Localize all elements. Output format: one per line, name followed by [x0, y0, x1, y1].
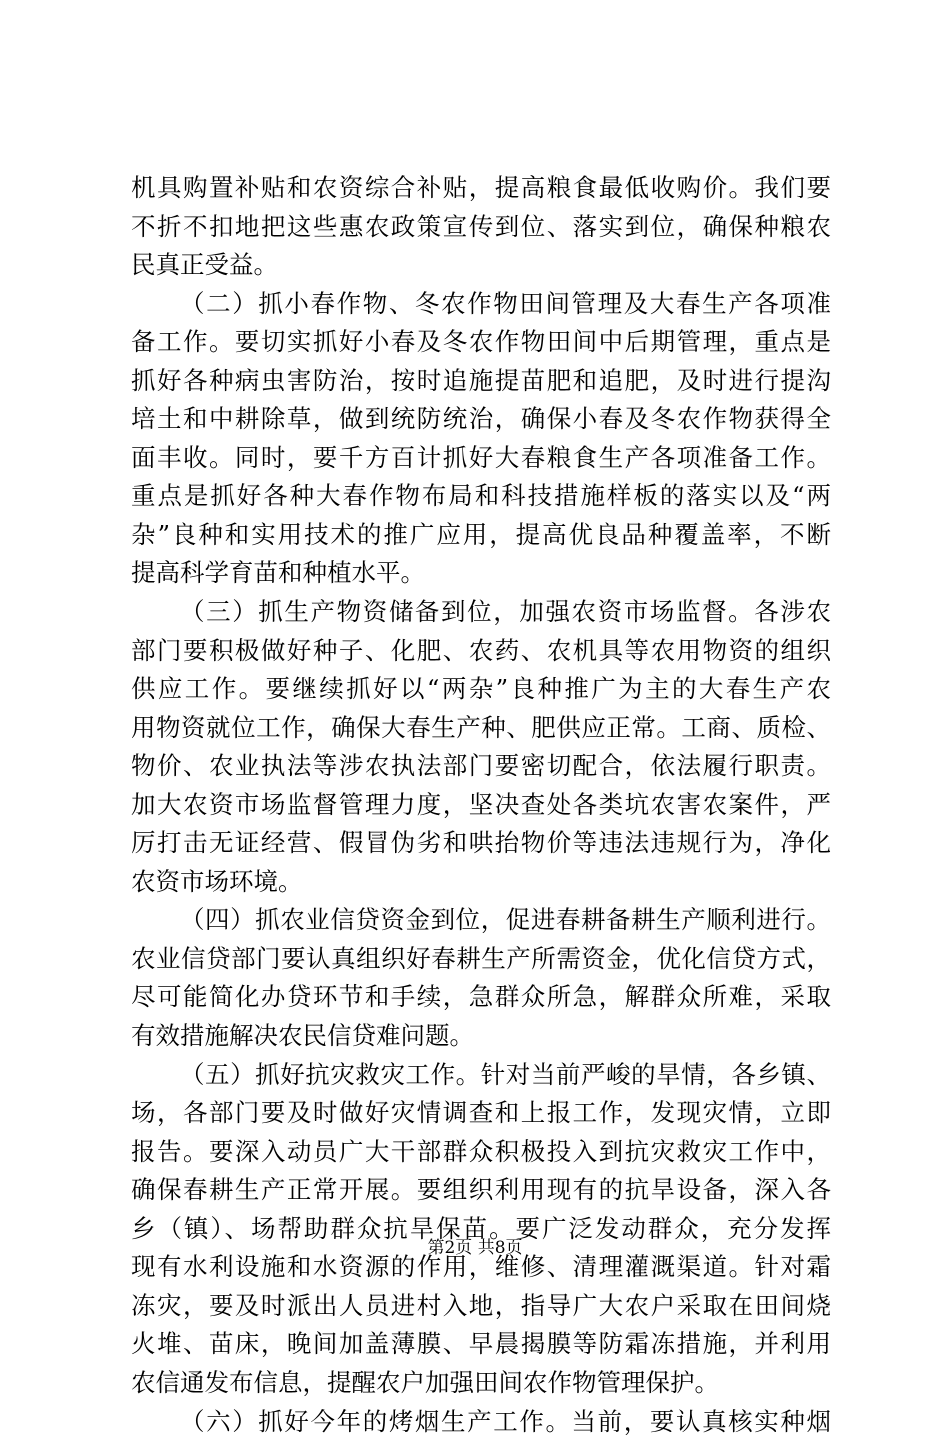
text-line: 加大农资市场监督管理力度，坚决查处各类坑农害农案件，严	[131, 786, 831, 825]
text-line: 火堆、苗床，晚间加盖薄膜、早晨揭膜等防霜冻措施，并利用	[131, 1325, 831, 1364]
text-line: 有效措施解决农民信贷难问题。	[131, 1017, 831, 1056]
text-line: 农信通发布信息，提醒农户加强田间农作物管理保护。	[131, 1364, 831, 1403]
text-line: 不折不扣地把这些惠农政策宣传到位、落实到位，确保种粮农	[131, 208, 831, 247]
text-line: 场，各部门要及时做好灾情调查和上报工作，发现灾情，立即	[131, 1094, 831, 1133]
paragraph-start-line: （二）抓小春作物、冬农作物田间管理及大春生产各项准	[131, 285, 831, 324]
text-line: 提高科学育苗和种植水平。	[131, 554, 831, 593]
text-line: 杂”良种和实用技术的推广应用，提高优良品种覆盖率，不断	[131, 516, 831, 555]
text-line: 用物资就位工作，确保大春生产种、肥供应正常。工商、质检、	[131, 709, 831, 748]
text-line: 部门要积极做好种子、化肥、农药、农机具等农用物资的组织	[131, 632, 831, 671]
paragraph-start-line: （四）抓农业信贷资金到位，促进春耕备耕生产顺利进行。	[131, 901, 831, 940]
text-line: 农业信贷部门要认真组织好春耕生产所需资金，优化信贷方式，	[131, 940, 831, 979]
text-line: 报告。要深入动员广大干部群众积极投入到抗灾救灾工作中，	[131, 1133, 831, 1172]
text-line: 抓好各种病虫害防治，按时追施提苗肥和追肥，及时进行提沟	[131, 362, 831, 401]
paragraph-start-line: （五）抓好抗灾救灾工作。针对当前严峻的旱情，各乡镇、	[131, 1056, 831, 1095]
text-line: 面丰收。同时，要千方百计抓好大春粮食生产各项准备工作。	[131, 439, 831, 478]
text-line: 供应工作。要继续抓好以“两杂”良种推广为主的大春生产农	[131, 670, 831, 709]
text-line: 重点是抓好各种大春作物布局和科技措施样板的落实以及“两	[131, 477, 831, 516]
text-line: 民真正受益。	[131, 246, 831, 285]
text-line: 机具购置补贴和农资综合补贴，提高粮食最低收购价。我们要	[131, 169, 831, 208]
text-line: 冻灾，要及时派出人员进村入地，指导广大农户采取在田间烧	[131, 1287, 831, 1326]
text-line: 乡（镇）、场帮助群众抗旱保苗。要广泛发动群众，充分发挥	[131, 1210, 831, 1249]
text-line: 确保春耕生产正常开展。要组织利用现有的抗旱设备，深入各	[131, 1171, 831, 1210]
text-line: 农资市场环境。	[131, 863, 831, 902]
paragraph-start-line: （三）抓生产物资储备到位，加强农资市场监督。各涉农	[131, 593, 831, 632]
text-line: 现有水利设施和水资源的作用，维修、清理灌溉渠道。针对霜	[131, 1248, 831, 1287]
text-line: 备工作。要切实抓好小春及冬农作物田间中后期管理，重点是	[131, 323, 831, 362]
page-number-footer: 第2页 共8页	[0, 1236, 950, 1260]
text-line: 培土和中耕除草，做到统防统治，确保小春及冬农作物获得全	[131, 400, 831, 439]
text-line: 物价、农业执法等涉农执法部门要密切配合，依法履行职责。	[131, 747, 831, 786]
text-line: 厉打击无证经营、假冒伪劣和哄抬物价等违法违规行为，净化	[131, 824, 831, 863]
paragraph-start-line: （六）抓好今年的烤烟生产工作。当前，要认真核实种烟	[131, 1403, 831, 1441]
text-line: 尽可能简化办贷环节和手续，急群众所急，解群众所难，采取	[131, 978, 831, 1017]
